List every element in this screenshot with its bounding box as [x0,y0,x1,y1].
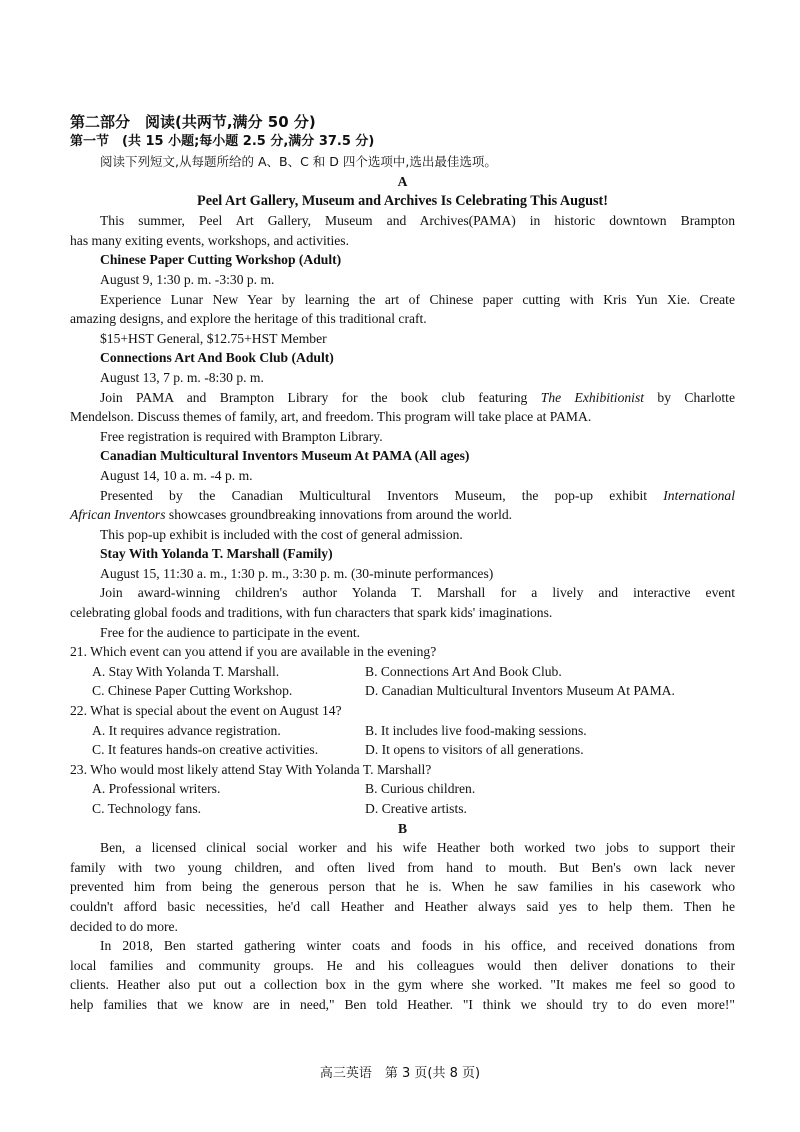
instructions: 阅读下列短文,从每题所给的 A、B、C 和 D 四个选项中,选出最佳选项。 [100,154,497,169]
event-4-time: August 15, 11:30 a. m., 1:30 p. m., 3:30 p. m. (30-minute performances) [100,565,494,581]
exhibit-title-part-1: International [663,487,735,503]
event-1-time: August 9, 1:30 p. m. -3:30 p. m. [100,271,275,287]
question-21-options-row-1 [70,662,735,682]
question-21-options-row-2 [70,681,735,701]
passage-b-p2-line-3: clients. Heather also put out a collection box in the gym where she worked. "It makes me feel so good to [70,977,735,993]
question-22-options-row-1 [70,721,735,741]
option-a[interactable]: A. Stay With Yolanda T. Marshall. [92,663,280,679]
option-c[interactable]: C. Technology fans. [92,801,202,816]
event-4-desc-line-2: celebrating global foods and traditions, with fun characters that spark kids' imaginations. [70,605,553,621]
question-23-options-row-1 [70,779,735,799]
event-3-desc-line-1: Presented by the Canadian Multicultural Inventors Museum, the pop-up exhibit International [100,487,735,503]
question-22-stem: 22. What is special about the event on August 14? [70,703,342,719]
event-1-price: $15+HST General, $12.75+HST Member [100,330,327,346]
event-3-note: This pop-up exhibit is included with the cost of general admission. [100,526,463,542]
option-d[interactable]: D. It opens to visitors of all generations. [365,742,584,758]
event-2-desc-line-2: Mendelson. Discuss themes of family, art, and freedom. This program will take place at PAMA. [70,409,592,425]
event-2-name: Connections Art And Book Club (Adult) [100,350,334,366]
question-23-options-row-2 [70,799,735,819]
option-d[interactable]: D. Canadian Multicultural Inventors Museum At PAMA. [365,683,675,699]
event-3-name: Canadian Multicultural Inventors Museum At PAMA (All ages) [100,448,470,464]
event-3-desc-line-2: African Inventors showcases groundbreaking innovations from around the world. [70,507,513,523]
event-2-time: August 13, 7 p. m. -8:30 p. m. [100,369,264,385]
option-b[interactable]: B. Curious children. [365,781,476,797]
exam-page [70,106,735,1015]
page-footer: 高三英语 第 3 页(共 8 页) [319,1066,481,1081]
book-title: The Exhibitionist [540,389,645,405]
exhibit-title-part-2: African Inventors [70,507,166,523]
option-a[interactable]: A. It requires advance registration. [92,722,281,738]
passage-b-p2-line-2: local families and community groups. He and his colleagues would then deliver donations to their [70,957,735,973]
passage-a-intro-line-2: has many exiting events, workshops, and activities. [70,232,349,248]
option-b[interactable]: B. Connections Art And Book Club. [365,663,562,679]
section-heading: 第一节 (共 15 小题;每小题 2.5 分,满分 37.5 分) [70,134,375,149]
passage-b-p1-line-3: prevented him from being the generous person that he is. When he saw families in his casework who [70,879,735,895]
passage-a-letter: A [397,174,408,189]
event-1-name: Chinese Paper Cutting Workshop (Adult) [100,252,342,268]
passage-b-p1-line-2: family with two young children, and often lived from hand to mouth. But Ben's own lack never [70,859,735,875]
passage-a-title: Peel Art Gallery, Museum and Archives Is Celebrating This August! [197,192,608,209]
event-4-desc-line-1: Join award-winning children's author Yolanda T. Marshall for a lively and interactive event [100,585,735,601]
event-1-desc-line-2: amazing designs, and explore the heritage of this traditional craft. [70,311,427,327]
event-2-desc-line-1: Join PAMA and Brampton Library for the book club featuring The Exhibitionist by Charlotte [100,389,735,405]
question-23-stem: 23. Who would most likely attend Stay With Yolanda T. Marshall? [70,761,432,777]
passage-b-p1-line-5: decided to do more. [70,918,178,934]
option-d[interactable]: D. Creative artists. [365,801,467,816]
passage-b-p2-line-1: In 2018, Ben started gathering winter coats and foods in his office, and received donations from [100,938,735,954]
option-a[interactable]: A. Professional writers. [92,781,221,797]
passage-b-p1-line-4: couldn't afford basic necessities, he'd call Heather and Heather always said yes to help them. Then he [70,898,735,914]
question-21-stem: 21. Which event can you attend if you are available in the evening? [70,644,437,660]
passage-b-letter: B [397,820,408,836]
option-b[interactable]: B. It includes live food-making sessions. [365,722,587,738]
event-3-time: August 14, 10 a. m. -4 p. m. [100,467,253,483]
passage-b-p2-line-4: help families that we know are in need," Ben told Heather. "I think we should try to do even more!" [70,996,735,1012]
option-c[interactable]: C. Chinese Paper Cutting Workshop. [92,683,293,699]
event-2-note: Free registration is required with Brampton Library. [100,428,383,444]
passage-a-intro-line-1: This summer, Peel Art Gallery, Museum and Archives(PAMA) in historic downtown Brampton [100,213,735,229]
event-1-desc-line-1: Experience Lunar New Year by learning the art of Chinese paper cutting with Kris Yun Xie. Create [100,291,735,307]
option-c[interactable]: C. It features hands-on creative activities. [92,742,319,758]
passage-b-p1-line-1: Ben, a licensed clinical social worker and his wife Heather both worked two jobs to support their [100,840,735,856]
event-4-note: Free for the audience to participate in the event. [100,624,361,640]
question-22-options-row-2 [70,740,735,760]
part-heading: 第二部分 阅读(共两节,满分 50 分) [70,113,316,131]
event-4-name: Stay With Yolanda T. Marshall (Family) [100,546,333,562]
